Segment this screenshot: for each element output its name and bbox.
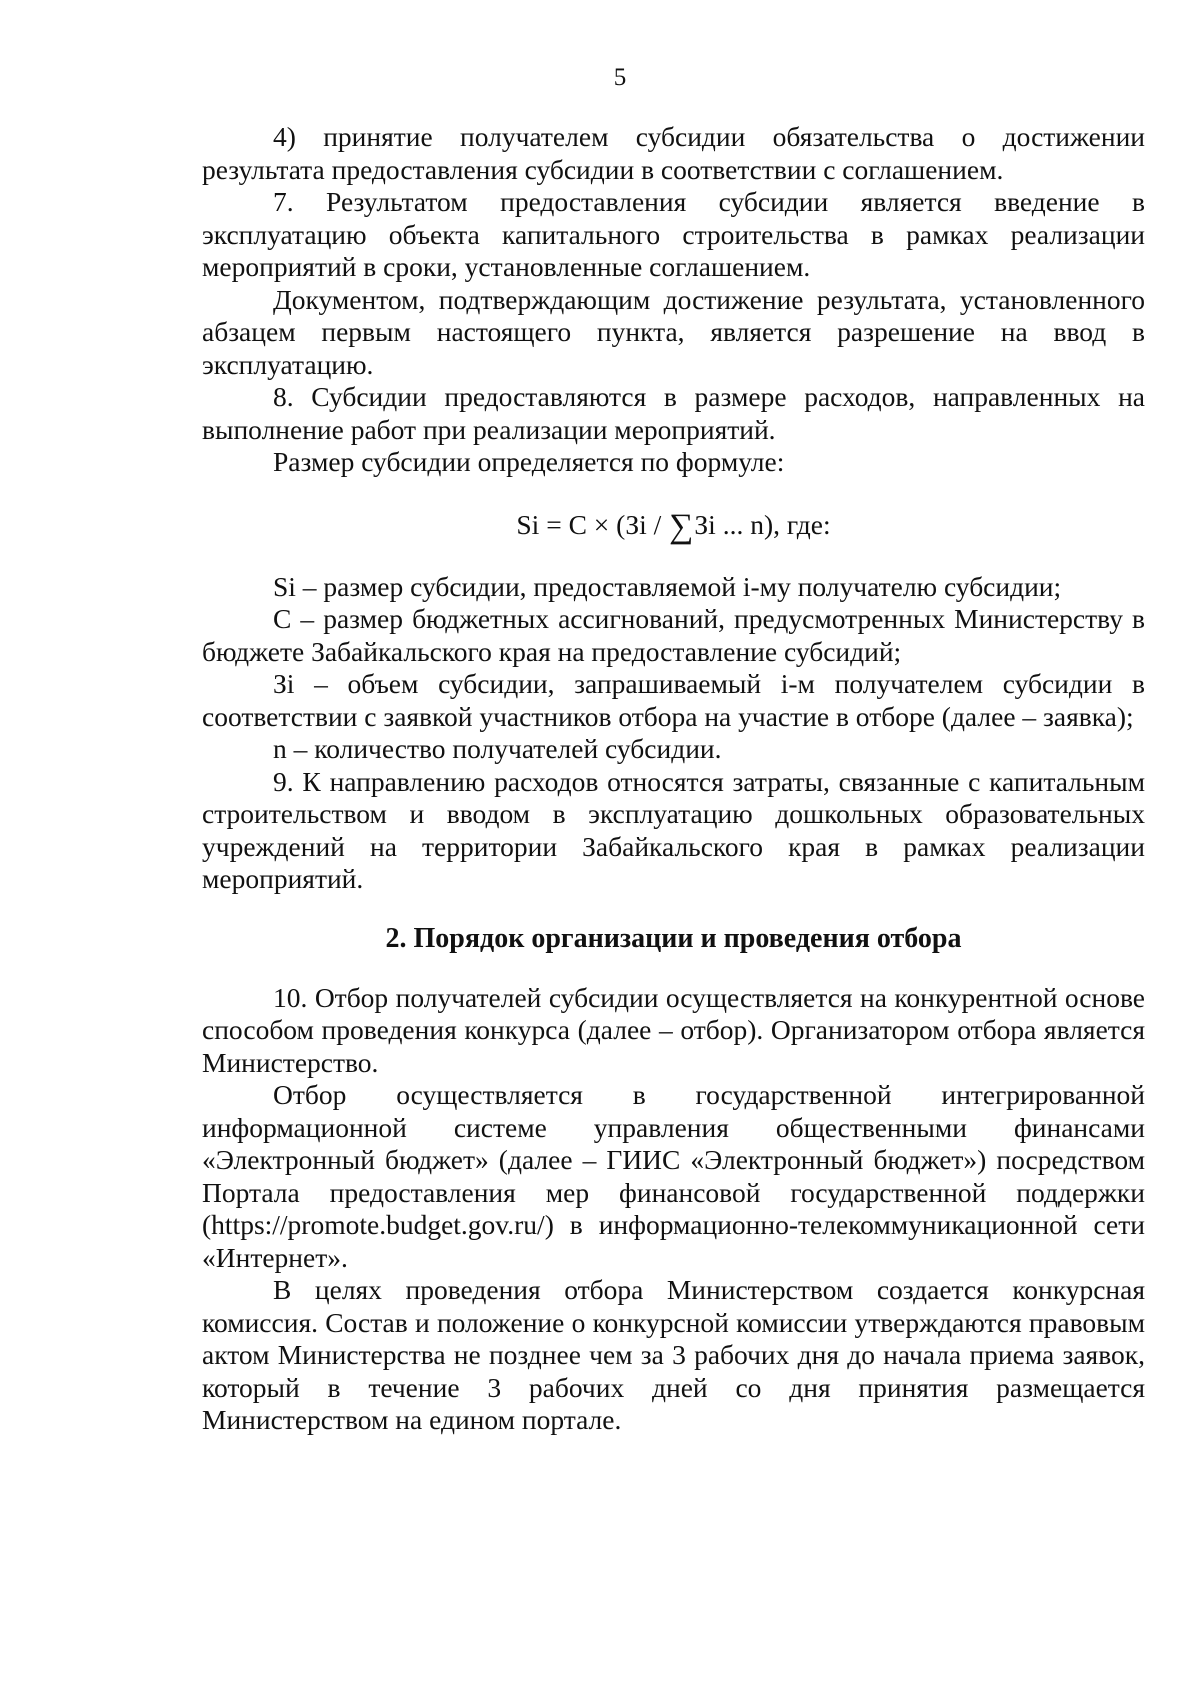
paragraph-commission: В целях проведения отбора Министерством создается конкурсная комиссия. Состав и положение о конкурсной комиссии утверждаются правовым актом Министерства не позднее чем за 3 рабочих дня до начала приема заявок, который в течение 3 рабочих дней со дня принятия размещается Министерством на едином портале. [202, 1274, 1145, 1435]
document-body [202, 121, 1145, 1437]
page-number: 5 [613, 64, 627, 91]
paragraph-item-4: 4) принятие получателем субсидии обязательства о достижении результата предоставления субсидии в соответствии с соглашением. [202, 121, 1145, 185]
paragraph-clause-9: 9. К направлению расходов относятся затраты, связанные с капитальным строительством и вводом в эксплуатацию дошкольных образовательных учреждений на территории Забайкальского края в рамках реализации мероприятий. [202, 765, 1145, 894]
definition-zi: Зi – объем субсидии, запрашиваемый i-м получателем субсидии в соответствии с заявкой участников отбора на участие в отборе (далее – заявка); [202, 668, 1145, 732]
paragraph-clause-7: 7. Результатом предоставления субсидии является введение в эксплуатацию объекта капитального строительства в рамках реализации мероприятий в сроки, установленные соглашением. [202, 186, 1145, 282]
definition-n: n – количество получателей субсидии. [273, 733, 722, 764]
formula-left: Si = C × (Зi / [516, 508, 669, 540]
definition-c: C – размер бюджетных ассигнований, предусмотренных Министерству в бюджете Забайкальского края на предоставление субсидий; [202, 603, 1145, 667]
paragraph-clause-10: 10. Отбор получателей субсидии осуществляется на конкурентной основе способом проведения конкурса (далее – отбор). Организатором отбора является Министерство. [202, 981, 1145, 1078]
paragraph-selection-system: Отбор осуществляется в государственной интегрированной информационной системе управления общественными финансами «Электронный бюджет» (далее – ГИИС «Электронный бюджет») посредством Портала предоставления мер финансовой государственной поддержки (https://promote.budget.gov.ru/) в информационно-телекоммуникационной сети «Интернет». [202, 1079, 1145, 1273]
paragraph-confirming-document: Документом, подтверждающим достижение результата, установленного абзацем первым настоящего пункта, является разрешение на ввод в эксплуатацию. [202, 283, 1145, 380]
formula-right: Зi ... n), где: [694, 508, 831, 540]
paragraph-clause-8: 8. Субсидии предоставляются в размере расходов, направленных на выполнение работ при реализации мероприятий. [202, 381, 1145, 445]
definition-si: Si – размер субсидии, предоставляемой i-му получателю субсидии; [273, 570, 1062, 602]
section-heading: 2. Порядок организации и проведения отбора [385, 922, 962, 954]
subsidy-formula [202, 507, 1145, 543]
sigma-symbol: ∑ [669, 507, 694, 545]
paragraph-formula-intro: Размер субсидии определяется по формуле: [273, 446, 785, 477]
